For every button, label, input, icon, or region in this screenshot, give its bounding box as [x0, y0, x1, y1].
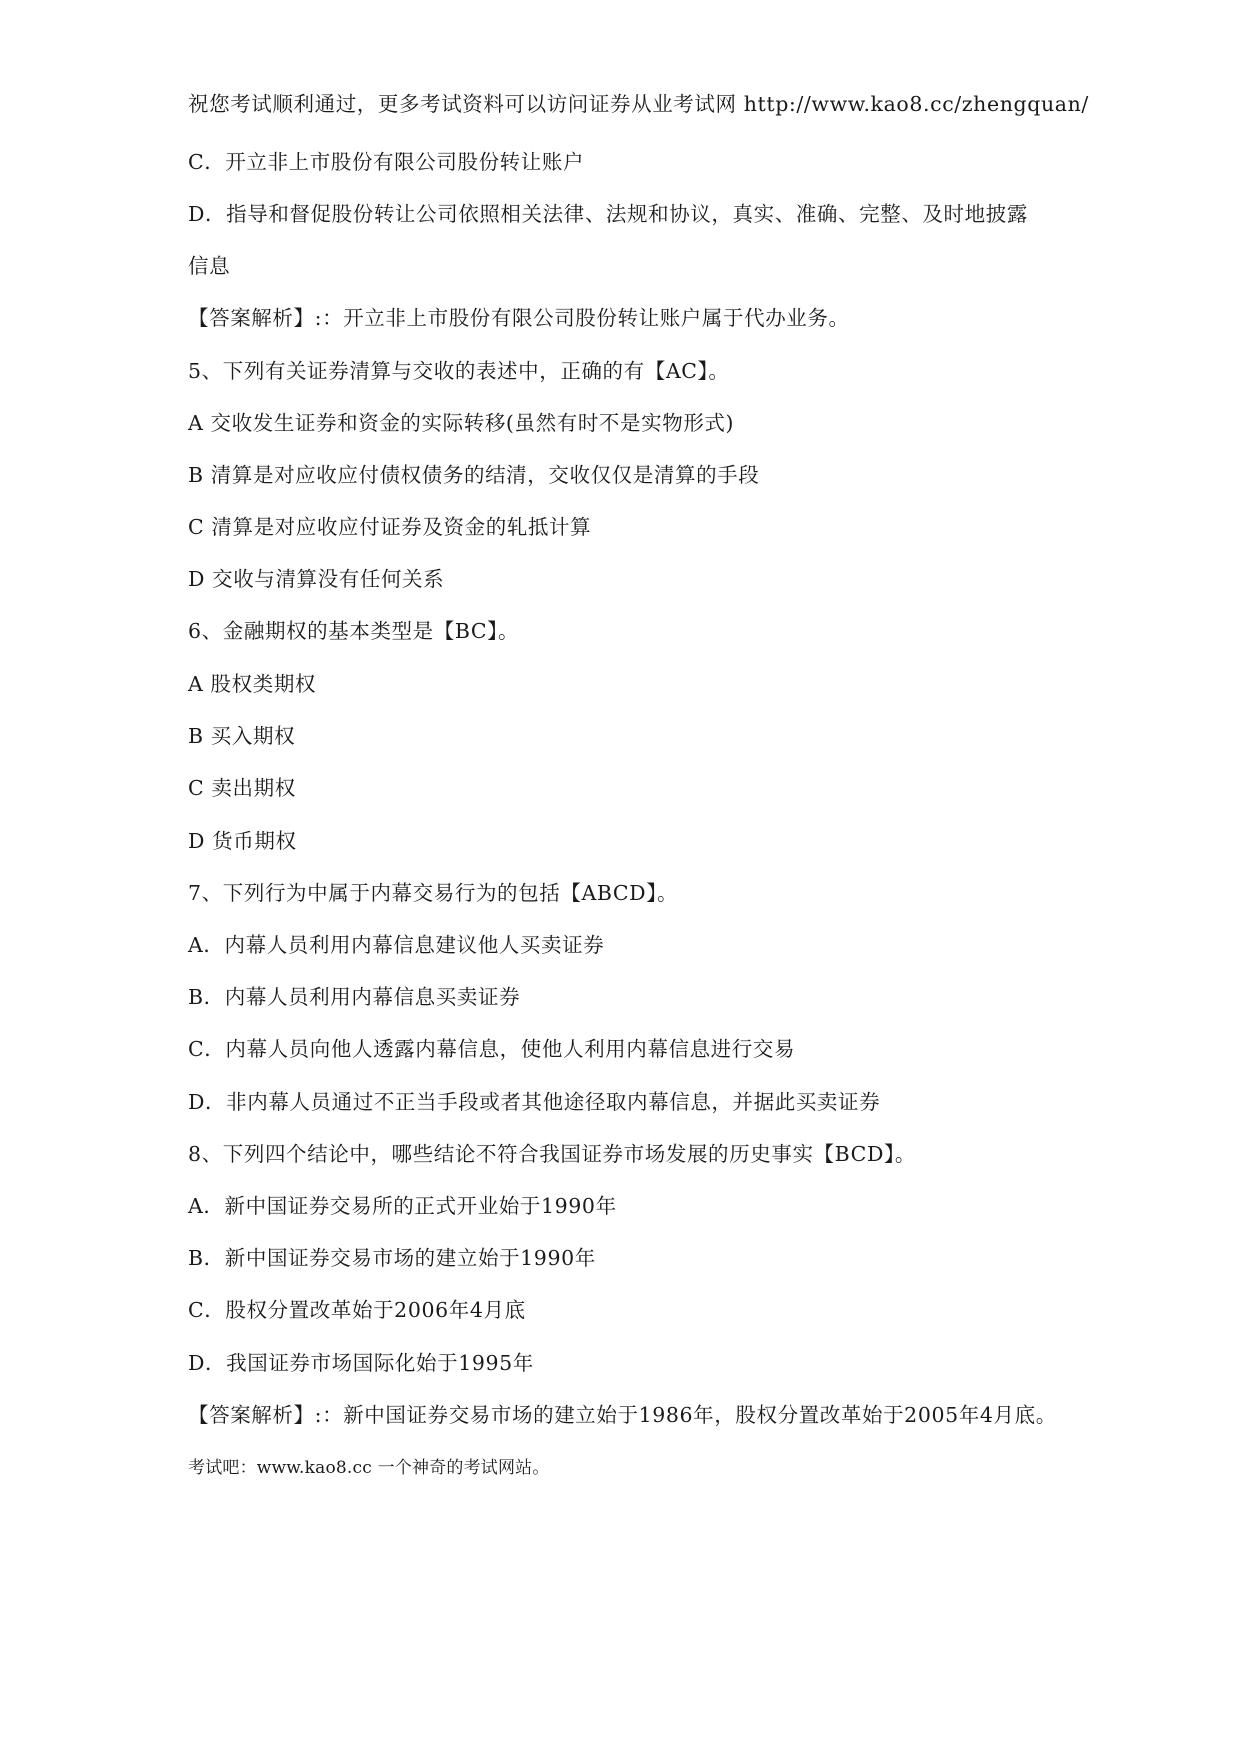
option-c-open-account: C．开立非上市股份有限公司股份转让账户	[188, 150, 585, 174]
footer-text: 考试吧：www.kao8.cc 一个神奇的考试网站。	[188, 1458, 550, 1478]
question-7-option-c: C．内幕人员向他人透露内幕信息，使他人利用内幕信息进行交易	[188, 1037, 796, 1061]
question-6-option-a: A 股权类期权	[188, 672, 317, 696]
option-d-supervise-disclosure: D．指导和督促股份转让公司依照相关法律、法规和协议，真实、准确、完整、及时地披露	[188, 202, 1028, 226]
question-6-option-d: D 货币期权	[188, 829, 297, 853]
question-5-option-a: A 交收发生证券和资金的实际转移(虽然有时不是实物形式)	[188, 411, 735, 435]
header-text: 祝您考试顺利通过，更多考试资料可以访问证券从业考试网 http://www.kao8.cc/zhengquan/	[188, 92, 1089, 116]
question-8-option-a: A．新中国证券交易所的正式开业始于1990年	[188, 1194, 617, 1218]
question-7-option-b: B．内幕人员利用内幕信息买卖证券	[188, 985, 521, 1009]
question-5-option-c: C 清算是对应收应付证券及资金的轧抵计算	[188, 515, 592, 539]
answer-explanation-8: 【答案解析】:：新中国证券交易市场的建立始于1986年，股权分置改革始于2005年4月底。	[188, 1403, 1057, 1427]
question-7: 7、下列行为中属于内幕交易行为的包括【ABCD】。	[188, 881, 679, 905]
answer-explanation-1: 【答案解析】:：开立非上市股份有限公司股份转让账户属于代办业务。	[188, 306, 850, 330]
question-7-option-d: D．非内幕人员通过不正当手段或者其他途径取内幕信息，并据此买卖证券	[188, 1090, 881, 1114]
question-6-option-c: C 卖出期权	[188, 776, 296, 800]
question-5: 5、下列有关证券清算与交收的表述中，正确的有【AC】。	[188, 359, 730, 383]
question-6-option-b: B 买入期权	[188, 724, 296, 748]
question-8: 8、下列四个结论中，哪些结论不符合我国证券市场发展的历史事实【BCD】。	[188, 1142, 916, 1166]
question-5-option-b: B 清算是对应收应付债权债务的结清，交收仅仅是清算的手段	[188, 463, 760, 487]
question-8-option-b: B．新中国证券交易市场的建立始于1990年	[188, 1246, 596, 1270]
question-5-option-d: D 交收与清算没有任何关系	[188, 567, 445, 591]
question-8-option-c: C．股权分置改革始于2006年4月底	[188, 1298, 526, 1322]
question-8-option-d: D．我国证券市场国际化始于1995年	[188, 1351, 534, 1375]
question-7-option-a: A．内幕人员利用内幕信息建议他人买卖证券	[188, 933, 605, 957]
option-d-continuation: 信息	[188, 254, 231, 278]
question-6: 6、金融期权的基本类型是【BC】。	[188, 619, 520, 643]
